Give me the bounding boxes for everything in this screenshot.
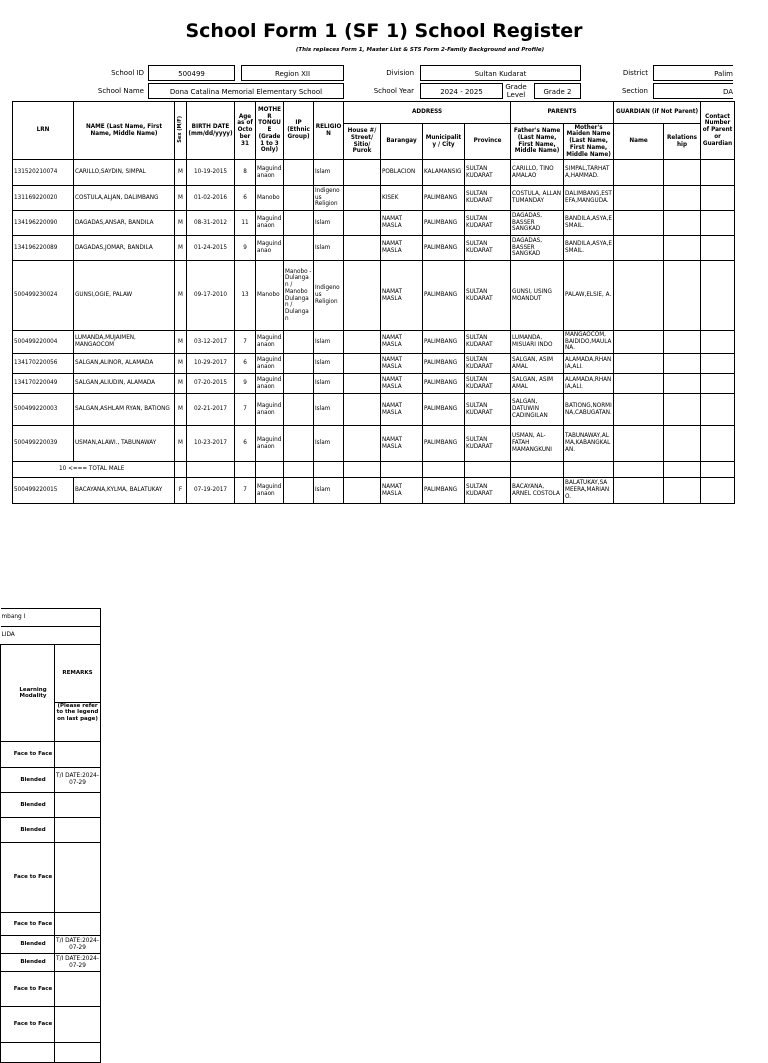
cell-barangay: NAMAT MASLA	[381, 211, 423, 236]
total-male-label: <=== TOTAL MALE	[68, 466, 125, 473]
cell-age: 13	[235, 261, 256, 331]
remarks-cell	[55, 843, 101, 913]
cell-guardian-name	[614, 374, 664, 394]
modality-cell: Face to Face	[1, 913, 55, 936]
cell-ip	[284, 426, 314, 462]
district-field[interactable]: Palim	[653, 65, 733, 81]
cell-guardian-relationship	[664, 261, 701, 331]
col-address: ADDRESS	[344, 102, 511, 124]
school-id-label: School ID	[111, 69, 144, 77]
cell-house	[344, 374, 381, 394]
cell-mother: ALAMADA,RHANIA,ALI.	[564, 354, 614, 374]
grade-level-label: Grade Level	[505, 83, 527, 99]
col-parents: PARENTS	[511, 102, 614, 124]
cell-mother-tongue: Maguindanaon	[256, 426, 284, 462]
cell-guardian-name	[614, 426, 664, 462]
cell-contact	[701, 186, 735, 211]
grade-level-field[interactable]: Grade 2	[534, 83, 581, 99]
cell-mother-tongue: Maguindanaon	[256, 394, 284, 426]
cell-age: 6	[235, 426, 256, 462]
cell-sex: M	[175, 261, 187, 331]
remarks-cell	[55, 913, 101, 936]
school-id-field[interactable]: 500499	[148, 65, 235, 81]
cell-religion: Islam	[314, 354, 344, 374]
cell-ip	[284, 354, 314, 374]
division-field[interactable]: Sultan Kudarat	[420, 65, 581, 81]
cell-ip	[284, 478, 314, 504]
school-year-label: School Year	[373, 87, 414, 95]
modality-cell: Face to Face	[1, 1007, 55, 1043]
col-sex: Sex (M/F)	[175, 102, 187, 160]
remarks-cell	[55, 1007, 101, 1043]
cell-guardian-relationship	[664, 394, 701, 426]
cell-birth: 07-20-2015	[187, 374, 235, 394]
cell-ip	[284, 374, 314, 394]
cell-province: SULTAN KUDARAT	[465, 478, 511, 504]
cell-father: COSTULA, ALLAN TUMANDAY	[511, 186, 564, 211]
cell-age: 6	[235, 186, 256, 211]
cell-municipality: PALIMBANG	[423, 236, 465, 261]
cell-municipality: PALIMBANG	[423, 394, 465, 426]
cell-lrn: 500499220015	[13, 478, 74, 504]
cell-mother-tongue: Maguindanaon	[256, 211, 284, 236]
cell-father: GUNSI, USING MOANDUT	[511, 261, 564, 331]
cell-sex: M	[175, 374, 187, 394]
cell-province: SULTAN KUDARAT	[465, 331, 511, 354]
modality-cell: Face to Face	[1, 972, 55, 1007]
cell-guardian-relationship	[664, 426, 701, 462]
cell-barangay: KISEK	[381, 186, 423, 211]
cell-religion: Islam	[314, 211, 344, 236]
cell-age: 7	[235, 394, 256, 426]
cell-age: 11	[235, 211, 256, 236]
cell-contact	[701, 394, 735, 426]
cell-religion: Islam	[314, 331, 344, 354]
col-contact: Contact Number of Parent or Guardian	[701, 102, 735, 160]
cell-barangay: NAMAT MASLA	[381, 261, 423, 331]
cell-contact	[701, 374, 735, 394]
cell-name: DAGADAS,ANSAR, BANDILA	[74, 211, 175, 236]
cell-religion: Indigenous Religion	[314, 186, 344, 211]
cell-house	[344, 211, 381, 236]
cell-municipality: PALIMBANG	[423, 426, 465, 462]
cell-province: SULTAN KUDARAT	[465, 394, 511, 426]
col-religion: RELIGION	[314, 102, 344, 160]
cell-province: SULTAN KUDARAT	[465, 354, 511, 374]
col-ip: IP (Ethnic Group)	[284, 102, 314, 160]
col-age: Age as of October 31	[235, 102, 256, 160]
cell-mother: DALIMBANG,ESTEFA,MANGUDA.	[564, 186, 614, 211]
cell-contact	[701, 160, 735, 186]
cell-name: SALGAN,ALIUDIN, ALAMADA	[74, 374, 175, 394]
col-birth: BIRTH DATE (mm/dd/yyyy)	[187, 102, 235, 160]
cell-municipality: PALIMBANG	[423, 186, 465, 211]
cell-guardian-relationship	[664, 236, 701, 261]
cell-guardian-name	[614, 236, 664, 261]
modality-cell: Blended	[1, 768, 55, 793]
col-guardian: GUARDIAN (if Not Parent)	[614, 102, 701, 124]
col-house: House #/ Street/ Sitio/ Purok	[344, 124, 381, 160]
cell-contact	[701, 331, 735, 354]
school-year-field[interactable]: 2024 - 2025	[420, 83, 503, 99]
cell-birth: 03-12-2017	[187, 331, 235, 354]
cell-municipality: KALAMANSIG	[423, 160, 465, 186]
cell-birth: 10-29-2017	[187, 354, 235, 374]
cell-mother-tongue: Maguindanaon	[256, 160, 284, 186]
cell-contact	[701, 478, 735, 504]
col-guardian-relationship: Relationship	[664, 124, 701, 160]
cell-lrn: 134196220089	[13, 236, 74, 261]
side-top-cell-1: mbang I	[1, 609, 101, 627]
section-label: Section	[621, 87, 648, 95]
cell-contact	[701, 354, 735, 374]
cell-religion: Islam	[314, 236, 344, 261]
cell-mother: ALAMADA,RHANIA,ALI.	[564, 374, 614, 394]
cell-father: USMAN, AL-FATAH MAMANGKUNI	[511, 426, 564, 462]
remarks-cell	[55, 742, 101, 768]
cell-religion: Islam	[314, 374, 344, 394]
cell-ip	[284, 160, 314, 186]
cell-province: SULTAN KUDARAT	[465, 236, 511, 261]
cell-house	[344, 236, 381, 261]
page-subtitle: (This replaces Form 1, Master List & STS Form 2-Family Background and Profile)	[295, 47, 545, 53]
remarks-cell: T/I DATE:2024-07-29	[55, 936, 101, 954]
cell-lrn: 134170220056	[13, 354, 74, 374]
cell-sex: M	[175, 186, 187, 211]
cell-house	[344, 331, 381, 354]
cell-barangay: NAMAT MASLA	[381, 331, 423, 354]
side-top-cell-2: LIDA	[1, 627, 101, 645]
cell-barangay: NAMAT MASLA	[381, 236, 423, 261]
page-title: School Form 1 (SF 1) School Register	[185, 20, 583, 42]
cell-father: SALGAN, ASIM AMAL	[511, 354, 564, 374]
cell-house	[344, 426, 381, 462]
cell-barangay: NAMAT MASLA	[381, 374, 423, 394]
cell-guardian-name	[614, 261, 664, 331]
col-remarks: REMARKS	[55, 645, 101, 703]
cell-lrn: 500499230024	[13, 261, 74, 331]
cell-age: 7	[235, 331, 256, 354]
cell-lrn: 500499220004	[13, 331, 74, 354]
remarks-cell: T/I DATE:2024-07-29	[55, 954, 101, 972]
cell-father: SALGAN, DATUWIN CADINGILAN	[511, 394, 564, 426]
register-table	[12, 101, 735, 504]
cell-ip	[284, 236, 314, 261]
cell-house	[344, 354, 381, 374]
cell-municipality: PALIMBANG	[423, 211, 465, 236]
cell-name: DAGADAS,JOMAR, BANDILA	[74, 236, 175, 261]
cell-guardian-name	[614, 394, 664, 426]
school-name-label: School Name	[97, 87, 144, 95]
cell-guardian-relationship	[664, 160, 701, 186]
cell-guardian-relationship	[664, 374, 701, 394]
cell-municipality: PALIMBANG	[423, 478, 465, 504]
cell-contact	[701, 211, 735, 236]
col-lrn: LRN	[13, 102, 74, 160]
cell-name: CARILLO,SAYDIN, SIMPAL	[74, 160, 175, 186]
cell-province: SULTAN KUDARAT	[465, 160, 511, 186]
cell-municipality: PALIMBANG	[423, 354, 465, 374]
cell-father: DAGADAS, BASSER SANGKAD	[511, 211, 564, 236]
cell-father: BACAYANA, ARNEL COSTOLA	[511, 478, 564, 504]
remarks-cell	[55, 972, 101, 1007]
cell-municipality: PALIMBANG	[423, 331, 465, 354]
col-father: Father's Name (Last Name, First Name, Middle Name)	[511, 124, 564, 160]
cell-ip	[284, 211, 314, 236]
cell-ip	[284, 186, 314, 211]
cell-barangay: POBLACION	[381, 160, 423, 186]
remarks-cell	[55, 818, 101, 843]
col-municipality: Municipality / City	[423, 124, 465, 160]
col-name: NAME (Last Name, First Name, Middle Name)	[74, 102, 175, 160]
school-name-field[interactable]: Dona Catalina Memorial Elementary School	[148, 83, 344, 99]
modality-cell: Face to Face	[1, 843, 55, 913]
cell-birth: 02-21-2017	[187, 394, 235, 426]
cell-mother: TABUNAWAY,ALMA,KABANGKALAN.	[564, 426, 614, 462]
cell-province: SULTAN KUDARAT	[465, 261, 511, 331]
cell-name: USMAN,ALAWI., TABUNAWAY	[74, 426, 175, 462]
cell-municipality: PALIMBANG	[423, 261, 465, 331]
cell-mother-tongue: Manobo	[256, 186, 284, 211]
cell-contact	[701, 426, 735, 462]
cell-ip: Manobo - Dulangan / Manobo Dulangan / Dulangan	[284, 261, 314, 331]
modality-cell: Blended	[1, 818, 55, 843]
modality-remarks-table	[0, 608, 101, 1063]
cell-house	[344, 186, 381, 211]
total-male-count: 10	[59, 466, 67, 473]
cell-mother: BATIONG,NORMINA,CABUGATAN.	[564, 394, 614, 426]
cell-father: LUMANDA, MISUARI INDO	[511, 331, 564, 354]
cell-ip	[284, 331, 314, 354]
modality-cell: Blended	[1, 936, 55, 954]
cell-barangay: NAMAT MASLA	[381, 394, 423, 426]
cell-guardian-name	[614, 211, 664, 236]
cell-birth: 01-24-2015	[187, 236, 235, 261]
cell-lrn: 500499220003	[13, 394, 74, 426]
remarks-cell	[55, 793, 101, 818]
cell-birth: 10-19-2015	[187, 160, 235, 186]
cell-father: SALGAN, ASIM AMAL	[511, 374, 564, 394]
cell-sex: F	[175, 478, 187, 504]
cell-province: SULTAN KUDARAT	[465, 211, 511, 236]
district-label: District	[622, 69, 648, 77]
col-mother: Mother's Maiden Name (Last Name, First Name, Middle Name)	[564, 124, 614, 160]
cell-mother-tongue: Maguindanaon	[256, 354, 284, 374]
col-barangay: Barangay	[381, 124, 423, 160]
cell-name: GUNSI,OGIE, PALAW	[74, 261, 175, 331]
cell-guardian-relationship	[664, 478, 701, 504]
cell-name: SALGAN,ALINOR, ALAMADA	[74, 354, 175, 374]
cell-lrn: 134196220090	[13, 211, 74, 236]
remarks-cell: T/I DATE:2024-07-29	[55, 768, 101, 793]
cell-birth: 10-23-2017	[187, 426, 235, 462]
cell-guardian-name	[614, 478, 664, 504]
cell-ip	[284, 394, 314, 426]
region-field[interactable]: Region XII	[241, 65, 344, 81]
cell-name: SALGAN,ASHLAM RYAN, BATIONG	[74, 394, 175, 426]
cell-contact	[701, 261, 735, 331]
total-male-cell	[13, 462, 175, 478]
remarks-cell	[55, 1043, 101, 1063]
cell-mother-tongue: Manobo	[256, 261, 284, 331]
cell-province: SULTAN KUDARAT	[465, 426, 511, 462]
section-field[interactable]: DA	[653, 83, 733, 99]
cell-name: COSTULA,ALJAN, DALIMBANG	[74, 186, 175, 211]
cell-father: CARILLO, TINO AMALAO	[511, 160, 564, 186]
col-remarks-note: (Please refer to the legend on last page)	[55, 703, 101, 742]
cell-mother-tongue: Maguindanao	[256, 236, 284, 261]
cell-mother: BALATUKAY,SAMEERA,MARIANO.	[564, 478, 614, 504]
cell-birth: 09-17-2010	[187, 261, 235, 331]
col-mother-tongue: MOTHER TONGUE (Grade 1 to 3 Only)	[256, 102, 284, 160]
cell-age: 8	[235, 160, 256, 186]
cell-sex: M	[175, 236, 187, 261]
col-province: Province	[465, 124, 511, 160]
col-learning-modality: Learning Modality	[1, 645, 55, 742]
cell-name: BACAYANA,KYLMA, BALATUKAY	[74, 478, 175, 504]
cell-house	[344, 261, 381, 331]
cell-municipality: PALIMBANG	[423, 374, 465, 394]
total-male-row	[13, 462, 735, 478]
cell-house	[344, 160, 381, 186]
cell-house	[344, 394, 381, 426]
modality-cell: Face to Face	[1, 742, 55, 768]
cell-guardian-name	[614, 331, 664, 354]
cell-sex: M	[175, 331, 187, 354]
cell-contact	[701, 236, 735, 261]
cell-birth: 08-31-2012	[187, 211, 235, 236]
cell-lrn: 500499220039	[13, 426, 74, 462]
cell-mother: BANDILA,ASYA,ESMAIL.	[564, 211, 614, 236]
cell-guardian-name	[614, 186, 664, 211]
cell-age: 6	[235, 354, 256, 374]
cell-sex: M	[175, 426, 187, 462]
cell-religion: Islam	[314, 160, 344, 186]
cell-guardian-relationship	[664, 354, 701, 374]
cell-barangay: NAMAT MASLA	[381, 426, 423, 462]
cell-age: 9	[235, 236, 256, 261]
cell-religion: Islam	[314, 478, 344, 504]
cell-lrn: 131169220020	[13, 186, 74, 211]
cell-mother: BANDILA,ASYA,ESMAIL.	[564, 236, 614, 261]
cell-guardian-relationship	[664, 211, 701, 236]
cell-father: DAGADAS, BASSER SANGKAD	[511, 236, 564, 261]
cell-guardian-name	[614, 354, 664, 374]
col-guardian-name: Name	[614, 124, 664, 160]
cell-name: LUMANDA,MUJAIMEN, MANGAOCOM	[74, 331, 175, 354]
cell-house	[344, 478, 381, 504]
cell-mother: PALAW,ELSIE, A.	[564, 261, 614, 331]
cell-sex: M	[175, 354, 187, 374]
cell-guardian-relationship	[664, 331, 701, 354]
cell-mother: MANGAOCOM, BAIDIDO,MAULANA.	[564, 331, 614, 354]
cell-birth: 07-19-2017	[187, 478, 235, 504]
modality-cell: Blended	[1, 793, 55, 818]
cell-lrn: 134170220049	[13, 374, 74, 394]
division-label: Division	[386, 69, 414, 77]
modality-cell: Blended	[1, 954, 55, 972]
cell-sex: M	[175, 394, 187, 426]
modality-cell	[1, 1043, 55, 1063]
cell-age: 7	[235, 478, 256, 504]
cell-mother-tongue: Maguindanaon	[256, 374, 284, 394]
cell-lrn: 131520210074	[13, 160, 74, 186]
cell-barangay: NAMAT MASLA	[381, 478, 423, 504]
cell-guardian-relationship	[664, 186, 701, 211]
cell-religion: Indigenous Religion	[314, 261, 344, 331]
cell-province: SULTAN KUDARAT	[465, 374, 511, 394]
cell-mother-tongue: Maguindanaon	[256, 478, 284, 504]
cell-mother-tongue: Maguindanaon	[256, 331, 284, 354]
cell-guardian-name	[614, 160, 664, 186]
cell-mother: SIMPAL,TARHATA,HAMMAD.	[564, 160, 614, 186]
cell-religion: Islam	[314, 394, 344, 426]
cell-religion: Islam	[314, 426, 344, 462]
cell-sex: M	[175, 160, 187, 186]
cell-province: SULTAN KUDARAT	[465, 186, 511, 211]
cell-barangay: NAMAT MASLA	[381, 354, 423, 374]
cell-age: 9	[235, 374, 256, 394]
cell-sex: M	[175, 211, 187, 236]
cell-birth: 01-02-2016	[187, 186, 235, 211]
